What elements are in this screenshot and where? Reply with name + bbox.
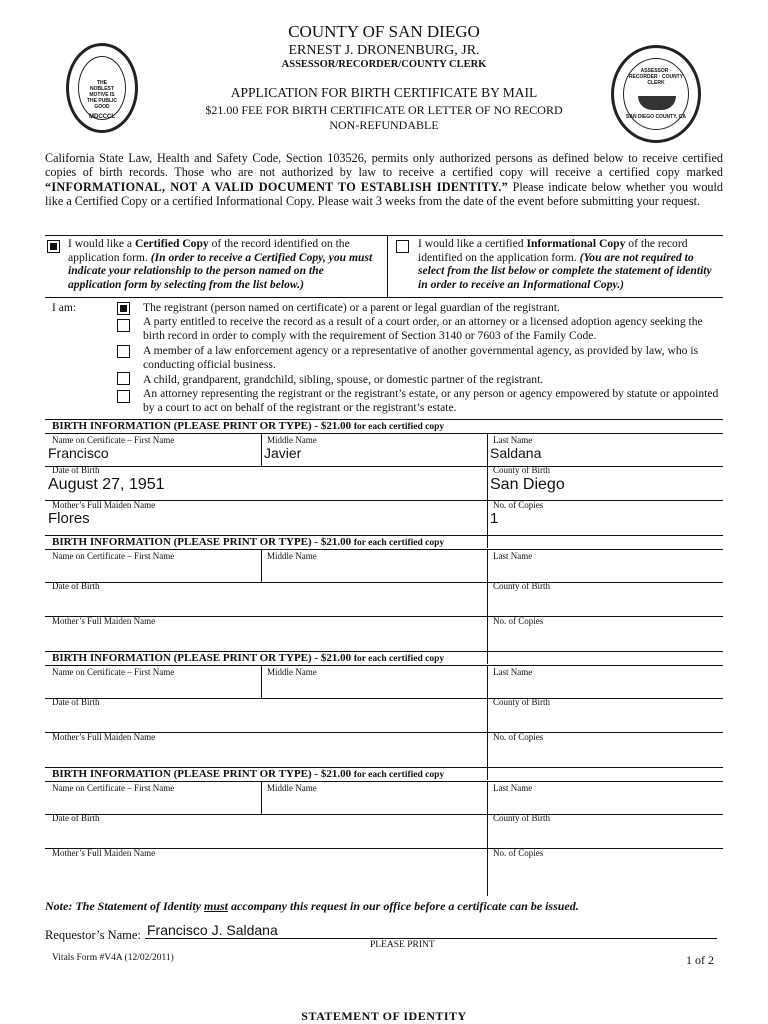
birth-info-header: BIRTH INFORMATION (PLEASE PRINT OR TYPE) - $21.00 for each certified copy (52, 768, 445, 780)
date-of-birth-label: Date of Birth (52, 581, 100, 591)
date-of-birth-label: Date of Birth (52, 465, 100, 475)
middle-name-label: Middle Name (267, 435, 317, 445)
first-name-label: Name on Certificate – First Name (52, 551, 175, 561)
certified-copy-checkbox[interactable] (47, 240, 60, 253)
date-of-birth-input[interactable]: August 27, 1951 (48, 476, 165, 493)
last-name-label: Last Name (493, 435, 533, 445)
maiden-name-input[interactable]: Flores (48, 510, 90, 527)
county-seal-left: THE NOBLEST MOTIVE IS THE PUBLIC GOOD MDCCCL (66, 43, 138, 133)
copies-label: No. of Copies (493, 500, 544, 510)
official-name: ERNEST J. DRONENBURG, JR. (288, 43, 480, 58)
option-registrant: The registrant (person named on certificate) or a parent or legal guardian of the registrant. (143, 301, 560, 314)
maiden-name-label: Mother’s Full Maiden Name (52, 848, 156, 858)
law-enforcement-checkbox[interactable] (117, 345, 130, 358)
maiden-name-label: Mother’s Full Maiden Name (52, 732, 156, 742)
attorney-checkbox[interactable] (117, 390, 130, 403)
option-attorney: An attorney representing the registrant or the registrant’s estate, or any person or agency empowered by statute or appointed by a court to act on behalf of the registrant or the registrant’s estate. (143, 387, 719, 414)
first-name-input[interactable]: Francisco (48, 445, 109, 461)
county-of-birth-input[interactable]: San Diego (490, 476, 565, 493)
copies-label: No. of Copies (493, 616, 544, 626)
first-name-label: Name on Certificate – First Name (52, 667, 175, 677)
birth-info-header: BIRTH INFORMATION (PLEASE PRINT OR TYPE) - $21.00 for each certified copy (52, 652, 445, 664)
page-number: 1 of 2 (686, 953, 714, 967)
statement-note: Note: The Statement of Identity must accompany this request in our office before a certificate can be issued. (45, 899, 579, 913)
birth-info-header: BIRTH INFORMATION (PLEASE PRINT OR TYPE) - $21.00 for each certified copy (52, 420, 445, 432)
copies-label: No. of Copies (493, 732, 544, 742)
informational-copy-option: I would like a certified Informational Copy of the record identified on the application form. (You are not required to select from the list below or complete the statement of identity in order to receive an Informational Copy.) (418, 237, 712, 291)
middle-name-input[interactable]: Javier (264, 445, 302, 461)
option-law-enforcement: A member of a law enforcement agency or a representative of another governmental agency, as provided by law, who is conducting official business. (143, 344, 699, 371)
registrant-checkbox[interactable] (117, 302, 130, 315)
statement-of-identity-title: STATEMENT OF IDENTITY (301, 1009, 467, 1023)
fee-line: $21.00 FEE FOR BIRTH CERTIFICATE OR LETTER OF NO RECORD (205, 103, 563, 117)
last-name-label: Last Name (493, 667, 533, 677)
informational-copy-checkbox[interactable] (396, 240, 409, 253)
option-relative: A child, grandparent, grandchild, sibling, spouse, or domestic partner of the registrant. (143, 373, 544, 386)
court-order-checkbox[interactable] (117, 319, 130, 332)
first-name-label: Name on Certificate – First Name (52, 783, 175, 793)
certified-copy-option: I would like a Certified Copy of the record identified on the application form. (In order to receive a Certified Copy, you must indicate your relationship to the person named on the application form by selecting from the list below.) (68, 237, 373, 291)
birth-info-header: BIRTH INFORMATION (PLEASE PRINT OR TYPE) - $21.00 for each certified copy (52, 536, 445, 548)
copies-input[interactable]: 1 (490, 510, 499, 527)
intro-paragraph: California State Law, Health and Safety Code, Section 103526, permits only authorized persons as defined below to receive certified copies of birth records. Those who are not authorized by law to receive a certified copy will receive a certified copy marked “INFORMATIONAL, NOT A VALID DOCUMENT TO ESTABLISH IDENTITY.” Please indicate below whether you would like a Certified Copy or a certified Informational Copy. Please wait 3 weeks from the date of the event before submitting your request. (45, 151, 724, 208)
county-of-birth-label: County of Birth (493, 465, 551, 475)
maiden-name-label: Mother’s Full Maiden Name (52, 616, 156, 626)
form-title: APPLICATION FOR BIRTH CERTIFICATE BY MAIL (230, 85, 538, 100)
last-name-label: Last Name (493, 551, 533, 561)
relative-checkbox[interactable] (117, 372, 130, 385)
county-name: COUNTY OF SAN DIEGO (288, 22, 480, 41)
refund-line: NON-REFUNDABLE (329, 118, 439, 132)
requestor-name-input[interactable]: Francisco J. Saldana (147, 922, 278, 938)
date-of-birth-label: Date of Birth (52, 813, 100, 823)
middle-name-label: Middle Name (267, 551, 317, 561)
form-id: Vitals Form #V4A (12/02/2011) (52, 953, 174, 963)
last-name-input[interactable]: Saldana (490, 445, 542, 461)
assessor-seal-right: ASSESSOR · RECORDER · COUNTY CLERK SAN DIEGO COUNTY, CA (611, 45, 701, 143)
office-name: ASSESSOR/RECORDER/COUNTY CLERK (281, 59, 487, 70)
requestor-label: Requestor’s Name: (45, 928, 141, 942)
county-of-birth-label: County of Birth (493, 813, 551, 823)
please-print-hint: PLEASE PRINT (370, 940, 435, 950)
i-am-label: I am: (52, 301, 77, 314)
first-name-label: Name on Certificate – First Name (52, 435, 175, 445)
middle-name-label: Middle Name (267, 667, 317, 677)
date-of-birth-label: Date of Birth (52, 697, 100, 707)
county-of-birth-label: County of Birth (493, 697, 551, 707)
middle-name-label: Middle Name (267, 783, 317, 793)
last-name-label: Last Name (493, 783, 533, 793)
maiden-name-label: Mother’s Full Maiden Name (52, 500, 156, 510)
county-of-birth-label: County of Birth (493, 581, 551, 591)
option-court-order: A party entitled to receive the record as a result of a court order, or an attorney or a licensed adoption agency seeking the birth record in order to comply with the requirement of Section 3140 or 7603 of the Family Code. (143, 315, 703, 342)
copies-label: No. of Copies (493, 848, 544, 858)
